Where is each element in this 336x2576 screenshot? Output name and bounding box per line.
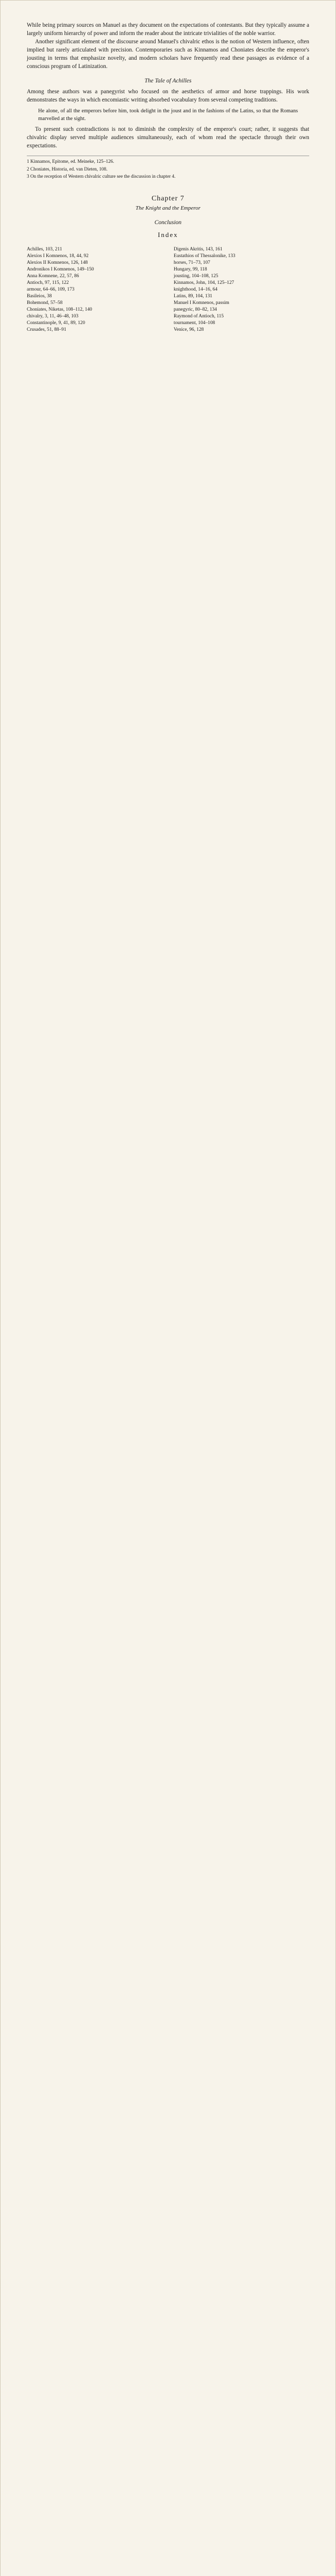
index-column	[174, 246, 309, 333]
footnote: 2 Choniates, Historia, ed. van Dieten, 108.	[27, 166, 108, 172]
footnotes	[27, 156, 309, 179]
index-entry: chivalry, 3, 11, 46–48, 103	[27, 314, 79, 319]
index-entry: jousting, 104–108, 125	[174, 274, 219, 279]
footnote: 3 On the reception of Western chivalric culture see the discussion in chapter 4.	[27, 173, 176, 179]
index-entry: Venice, 96, 128	[174, 327, 204, 332]
index-entry: Crusades, 51, 88–91	[27, 327, 66, 332]
body-paragraph: Another significant element of the discourse around Manuel's chivalric ethos is the notion of Western influence, often implied but rarely articulated with precision. Contemporaries such as Kinnamos and Choniates describe the emperor's jousting in terms that emphasize novelty, and modern scholars have frequently read these passages as evidence of a conscious program of Latinization.	[27, 38, 309, 70]
index-entry: tournament, 104–108	[174, 320, 215, 326]
index-entry: Alexios I Komnenos, 18, 44, 92	[27, 253, 89, 259]
index-entry: Choniates, Niketas, 108–112, 140	[27, 307, 92, 313]
section-title: Conclusion	[154, 219, 182, 226]
index-heading: Index	[158, 231, 178, 239]
index-columns	[27, 246, 309, 333]
body-paragraph: While being primary sources on Manuel as they document on the expectations of contestants. But they typically assume a largely uniform hierarchy of power and inform the reader about the intricate trivialities of the noble warrior.	[27, 22, 309, 37]
index-entry: panegyric, 80–82, 134	[174, 307, 217, 313]
index-entry: armour, 64–66, 109, 173	[27, 287, 75, 293]
index-column	[27, 246, 162, 333]
index-entry: Basileios, 38	[27, 294, 52, 299]
index-entry: Antioch, 97, 115, 122	[27, 280, 69, 286]
index-entry: horses, 71–73, 107	[174, 260, 210, 266]
index-entry: Anna Komnene, 22, 57, 86	[27, 274, 79, 279]
index-entry: Bohemond, 57–58	[27, 300, 63, 306]
body-paragraph: Among these authors was a panegyrist who focused on the aesthetics of armor and horse trappings. His work demonstrates the ways in which encomiastic writing absorbed vocabulary from several competing traditions.	[27, 89, 309, 104]
block-quote: He alone, of all the emperors before him, took delight in the joust and in the fashions of the Latins, so that the Romans marvelled at the sight.	[38, 108, 298, 122]
footnote: 1 Kinnamos, Epitome, ed. Meineke, 125–126.	[27, 159, 114, 164]
index-entry: Andronikos I Komnenos, 149–150	[27, 267, 94, 273]
index-entry: knighthood, 14–16, 64	[174, 287, 217, 293]
body-paragraph: To present such contradictions is not to diminish the complexity of the emperor's court; rather, it suggests that chivalric display served multiple audiences simultaneously, each of whom read the spectacle through their own expectations.	[27, 126, 309, 149]
index-entry: Kinnamos, John, 104, 125–127	[174, 280, 234, 286]
index-entry: Hungary, 99, 118	[174, 267, 207, 273]
index-entry: Constantinople, 9, 41, 89, 120	[27, 320, 86, 326]
index-entry: Eustathios of Thessalonike, 133	[174, 253, 236, 259]
chapter-subtitle: The Knight and the Emperor	[135, 205, 201, 212]
chapter-title: Chapter 7	[152, 195, 184, 203]
index-entry: Raymond of Antioch, 115	[174, 314, 224, 319]
index-entry: Manuel I Komnenos, passim	[174, 300, 229, 306]
index-entry: Alexios II Komnenos, 126, 148	[27, 260, 88, 266]
section-title: The Tale of Achilles	[144, 78, 192, 84]
index-entry: Achilles, 103, 211	[27, 247, 62, 252]
index-entry: Latins, 89, 104, 131	[174, 294, 212, 299]
index-entry: Digenis Akritis, 143, 161	[174, 247, 223, 252]
